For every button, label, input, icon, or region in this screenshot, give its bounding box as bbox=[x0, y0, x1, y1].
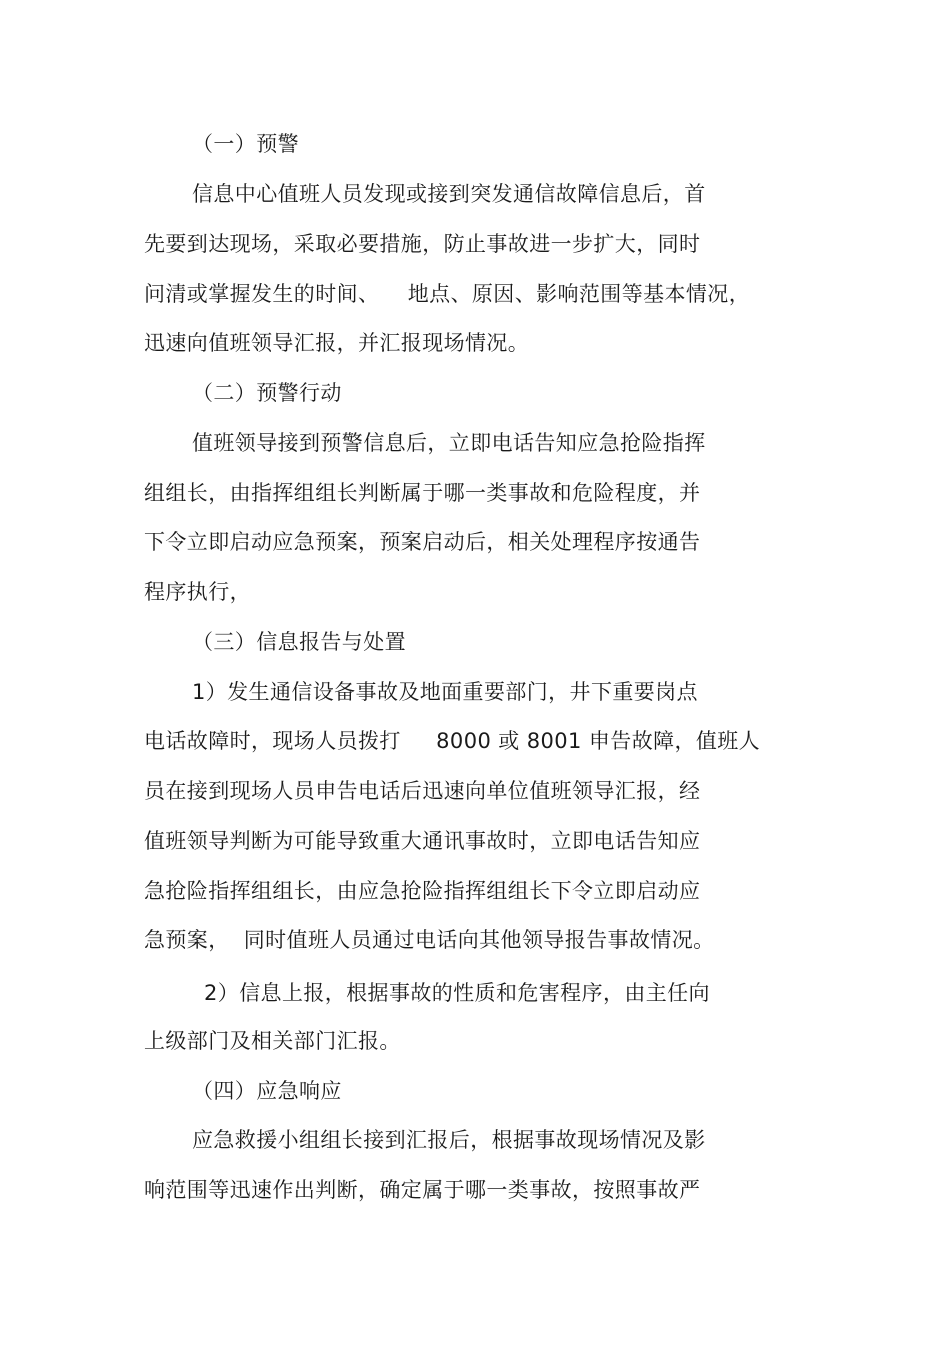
section-heading-warning: （一）预警 bbox=[192, 132, 299, 156]
paragraph-line: 值班领导接到预警信息后，立即电话告知应急抢险指挥 bbox=[192, 431, 706, 455]
paragraph-line: 2）信息上报，根据事故的性质和危害程序，由主任向 bbox=[204, 981, 710, 1005]
paragraph-line: 上级部门及相关部门汇报。 bbox=[144, 1029, 401, 1053]
paragraph-line: 电话故障时，现场人员拨打 8000 或 8001 申告故障，值班人 bbox=[144, 729, 761, 753]
section-heading-warning-action: （二）预警行动 bbox=[192, 381, 342, 405]
paragraph-line: 先要到达现场，采取必要措施，防止事故进一步扩大，同时 bbox=[144, 232, 701, 256]
paragraph-line: 响范围等迅速作出判断，确定属于哪一类事故，按照事故严 bbox=[144, 1178, 701, 1202]
paragraph-line: 1）发生通信设备事故及地面重要部门，井下重要岗点 bbox=[192, 680, 698, 704]
paragraph-line: 信息中心值班人员发现或接到突发通信故障信息后，首 bbox=[192, 182, 706, 206]
paragraph-line: 程序执行， bbox=[144, 580, 251, 604]
paragraph-line: 值班领导判断为可能导致重大通讯事故时，立即电话告知应 bbox=[144, 829, 701, 853]
paragraph-line: 急抢险指挥组组长，由应急抢险指挥组组长下令立即启动应 bbox=[144, 879, 701, 903]
paragraph-line: 急预案， 同时值班人员通过电话向其他领导报告事故情况。 bbox=[144, 928, 715, 952]
section-heading-report-handling: （三）信息报告与处置 bbox=[192, 630, 406, 654]
paragraph-line: 下令立即启动应急预案，预案启动后，相关处理程序按通告 bbox=[144, 530, 701, 554]
paragraph-line: 问清或掌握发生的时间、 地点、原因、影响范围等基本情况， bbox=[144, 282, 751, 306]
paragraph-line: 组组长，由指挥组组长判断属于哪一类事故和危险程度，并 bbox=[144, 481, 701, 505]
paragraph-line: 迅速向值班领导汇报，并汇报现场情况。 bbox=[144, 331, 530, 355]
section-heading-emergency-response: （四）应急响应 bbox=[192, 1079, 342, 1103]
paragraph-line: 员在接到现场人员申告电话后迅速向单位值班领导汇报，经 bbox=[144, 779, 701, 803]
paragraph-line: 应急救援小组组长接到汇报后，根据事故现场情况及影 bbox=[192, 1128, 706, 1152]
